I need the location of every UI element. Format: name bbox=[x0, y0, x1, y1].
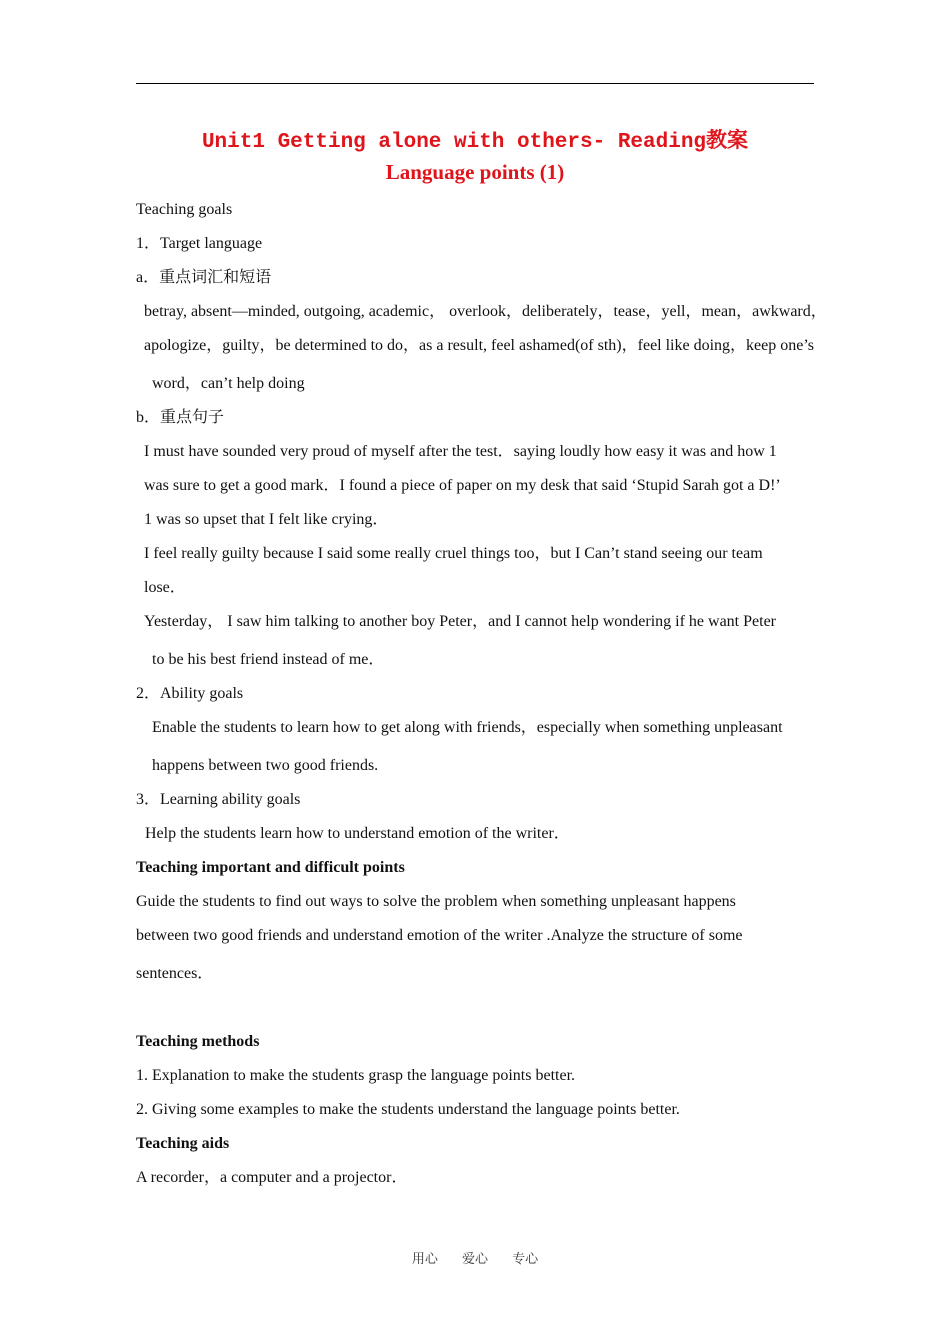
method-item: 1. Explanation to make the students grasp the language points better. bbox=[136, 1067, 576, 1084]
section-important-points: Teaching important and difficult points bbox=[136, 859, 405, 876]
item-key-sentences: b．重点句子 bbox=[136, 409, 225, 426]
item-ability-goals: 2．Ability goals bbox=[136, 685, 244, 702]
sentence-line: lose． bbox=[144, 579, 186, 596]
important-points-text: sentences． bbox=[136, 965, 214, 982]
section-teaching-methods: Teaching methods bbox=[136, 1033, 260, 1050]
footer-word: 爱心 bbox=[461, 1252, 488, 1267]
sentence-line: Yesterday， I saw him talking to another boy Peter，and I cannot help wondering if he want Peter bbox=[144, 613, 776, 630]
page-footer bbox=[0, 1248, 950, 1267]
item-target-language: 1．Target language bbox=[136, 235, 263, 252]
section-teaching-goals: Teaching goals bbox=[136, 201, 233, 218]
item-key-vocabulary: a．重点词汇和短语 bbox=[136, 269, 272, 286]
item-learning-ability-goals: 3．Learning ability goals bbox=[136, 791, 301, 808]
sentence-line: I must have sounded very proud of myself after the test．saying loudly how easy it was and how 1 bbox=[144, 443, 777, 460]
vocabulary-line: betray, absent—minded, outgoing, academic， overlook，deliberately，tease，yell，mean，awkward， bbox=[144, 303, 827, 320]
sentence-line: 1 was so upset that I felt like crying． bbox=[144, 511, 389, 528]
section-teaching-aids: Teaching aids bbox=[136, 1135, 230, 1152]
important-points-text: Guide the students to find out ways to solve the problem when something unpleasant happens bbox=[136, 893, 736, 910]
footer-word: 用心 bbox=[411, 1252, 438, 1267]
document-subtitle: Language points (1) bbox=[385, 160, 565, 184]
header-rule bbox=[136, 83, 814, 84]
sentence-line: I feel really guilty because I said some really cruel things too，but I Can’t stand seeing our team bbox=[144, 545, 763, 562]
sentence-line: to be his best friend instead of me． bbox=[152, 651, 385, 668]
learning-goals-text: Help the students learn how to understand emotion of the writer． bbox=[145, 825, 570, 842]
ability-goals-text: happens between two good friends. bbox=[152, 757, 379, 774]
footer-word: 专心 bbox=[512, 1252, 539, 1267]
ability-goals-text: Enable the students to learn how to get along with friends，especially when something unpleasant bbox=[152, 719, 783, 736]
method-item: 2. Giving some examples to make the students understand the language points better. bbox=[136, 1101, 680, 1118]
vocabulary-line: word，can’t help doing bbox=[152, 375, 305, 392]
document-title: Unit1 Getting alone with others- Reading教案 bbox=[201, 131, 749, 154]
vocabulary-line: apologize，guilty，be determined to do，as a result, feel ashamed(of sth)，feel like doing，keep one’s bbox=[144, 337, 815, 354]
sentence-line: was sure to get a good mark．I found a piece of paper on my desk that said ‘Stupid Sarah got a D!’ bbox=[144, 477, 781, 494]
important-points-text: between two good friends and understand emotion of the writer .Analyze the structure of some bbox=[136, 927, 743, 944]
teaching-aids-text: A recorder，a computer and a projector． bbox=[136, 1169, 408, 1186]
